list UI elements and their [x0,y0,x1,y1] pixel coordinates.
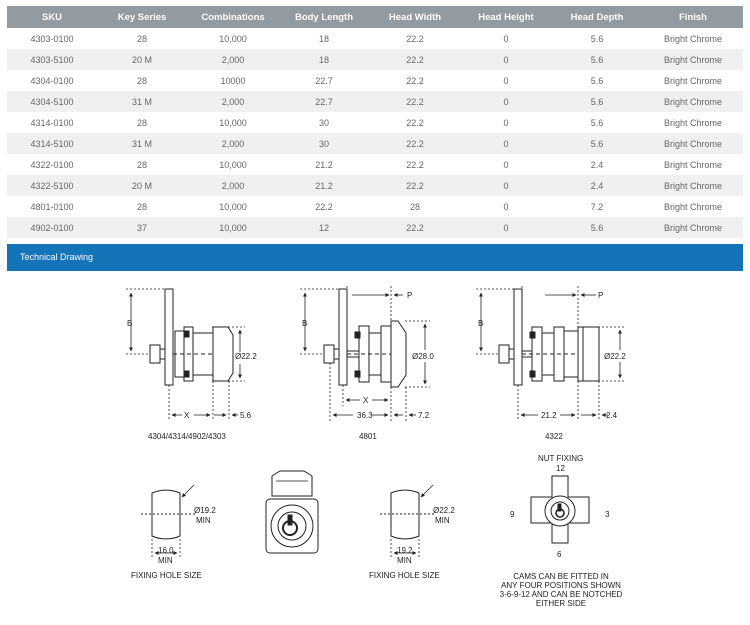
nut-fixing-diagram [531,476,589,543]
cell-finish: Bright Chrome [643,175,743,196]
cell-finish: Bright Chrome [643,91,743,112]
screw-shank [160,349,165,359]
hole-1-flat-min-label: MIN [158,556,173,565]
col-combinations-header: Combinations [187,6,279,28]
table-row [7,49,743,70]
cell-body-length: 22.7 [279,70,369,91]
cell-head-height: 0 [461,49,551,70]
cell-combinations: 2,000 [187,175,279,196]
col-head-height-header: Head Height [461,6,551,28]
table-row [7,112,743,133]
cell-body-length: 22.2 [279,196,369,217]
cam-plate [339,289,347,385]
nut-note-line-4: EITHER SIDE [535,599,587,608]
cell-head-height: 0 [461,91,551,112]
table-row [7,196,743,217]
cell-head-depth: 5.6 [551,70,643,91]
lock-2-b-label: B [302,319,308,328]
cell-combinations: 10,000 [187,217,279,238]
cam-plate [165,289,173,385]
lock-3-b-label: B [478,319,484,328]
col-head-width-header: Head Width [369,6,461,28]
nut-fixing-title: NUT FIXING [538,454,584,463]
cell-body-length: 18 [279,49,369,70]
cell-finish: Bright Chrome [643,70,743,91]
cell-head-depth: 7.2 [551,196,643,217]
lock-1-b-label: B [127,319,133,328]
cell-key-series: 28 [97,112,187,133]
cell-head-width: 22.2 [369,154,461,175]
cell-head-depth: 5.6 [551,91,643,112]
lock-top [272,471,312,496]
table-body [7,28,743,238]
cell-finish: Bright Chrome [643,28,743,49]
cell-finish: Bright Chrome [643,49,743,70]
lock-2-diameter-label: Ø28.0 [412,352,434,361]
cell-head-height: 0 [461,196,551,217]
cell-sku: 4902-0100 [7,217,97,238]
cell-sku: 4304-5100 [7,91,97,112]
cell-key-series: 31 M [97,91,187,112]
key-slot [558,504,561,511]
cell-head-width: 22.2 [369,70,461,91]
thread-mark [355,371,360,377]
nut-position-9: 9 [510,510,515,519]
table-row [7,175,743,196]
thread-mark [185,331,189,337]
thread-mark [530,371,535,377]
nut-note-line-3: 3-6-9-12 AND CAN BE NOTCHED [499,590,623,599]
cell-head-height: 0 [461,28,551,49]
lock-3-head-depth-label: 2.4 [606,411,618,420]
lock-head [578,327,583,381]
col-key-series-header: Key Series [97,6,187,28]
cell-head-width: 22.2 [369,217,461,238]
cell-head-depth: 5.6 [551,133,643,154]
lock-3-caption: 4322 [545,432,563,441]
lock-1-caption: 4304/4314/4902/4303 [148,432,226,441]
cell-combinations: 10000 [187,70,279,91]
cell-key-series: 28 [97,154,187,175]
lock-3-diameter-label: Ø22.2 [604,352,626,361]
nut-note-line-2: ANY FOUR POSITIONS SHOWN [501,581,621,590]
table-row [7,154,743,175]
cell-finish: Bright Chrome [643,112,743,133]
table-header-row [7,6,743,28]
cell-sku: 4304-0100 [7,70,97,91]
cell-sku: 4322-0100 [7,154,97,175]
cell-key-series: 20 M [97,49,187,70]
cell-head-height: 0 [461,175,551,196]
screw-shank [334,349,339,359]
cell-sku: 4322-5100 [7,175,97,196]
lock-diagram-4801 [324,289,406,387]
cell-head-width: 22.2 [369,112,461,133]
hole-2-caption: FIXING HOLE SIZE [369,571,440,580]
nut-position-12: 12 [556,464,565,473]
cell-combinations: 2,000 [187,133,279,154]
col-body-length-header: Body Length [279,6,369,28]
cell-head-width: 28 [369,196,461,217]
lock-1-x-label: X [184,411,190,420]
hole-2-dia-label: Ø22.2 [433,506,455,515]
cell-head-height: 0 [461,217,551,238]
cell-sku: 4314-5100 [7,133,97,154]
cell-body-length: 22.7 [279,91,369,112]
cell-key-series: 31 M [97,133,187,154]
screw-head [499,345,509,363]
cell-head-width: 22.2 [369,133,461,154]
specs-table [7,6,743,238]
cell-head-height: 0 [461,112,551,133]
cell-body-length: 18 [279,28,369,49]
cell-body-length: 21.2 [279,154,369,175]
cell-body-length: 12 [279,217,369,238]
cell-combinations: 10,000 [187,112,279,133]
cell-combinations: 2,000 [187,49,279,70]
cell-key-series: 28 [97,28,187,49]
cell-body-length: 30 [279,133,369,154]
cell-head-width: 22.2 [369,28,461,49]
lock-3-p-label: P [598,291,604,300]
lock-3-body-label: 21.2 [541,411,557,420]
nut-note-line-1: CAMS CAN BE FITTED IN [513,572,609,581]
hole-1-caption: FIXING HOLE SIZE [131,571,202,580]
lock-head [391,321,406,387]
cell-key-series: 20 M [97,175,187,196]
cell-head-height: 0 [461,70,551,91]
screw-head [150,345,160,363]
cell-key-series: 28 [97,70,187,91]
cell-head-depth: 2.4 [551,175,643,196]
table-row [7,133,743,154]
cell-head-height: 0 [461,133,551,154]
lock-1-head-depth-label: 5.6 [240,411,252,420]
cell-key-series: 28 [97,196,187,217]
cell-body-length: 21.2 [279,175,369,196]
hole-2-flat-label: 19.2 [397,546,413,555]
lock-2-x-label: X [363,396,369,405]
lock-face [583,327,599,381]
technical-drawing-section-header [7,244,743,271]
cell-head-depth: 5.6 [551,28,643,49]
hole-2-dia-min-label: MIN [435,516,450,525]
hole-1-dia-label: Ø19.2 [194,506,216,515]
lock-diagram-4304 [150,289,233,385]
cell-sku: 4314-0100 [7,112,97,133]
lock-2-caption: 4801 [359,432,377,441]
cell-head-depth: 2.4 [551,154,643,175]
cell-combinations: 10,000 [187,154,279,175]
technical-drawing [0,271,750,625]
lock-2-p-label: P [407,291,413,300]
cell-combinations: 2,000 [187,91,279,112]
cell-combinations: 10,000 [187,28,279,49]
cell-head-width: 22.2 [369,175,461,196]
hole-1-flat-label: 16.0 [158,546,174,555]
cell-head-height: 0 [461,154,551,175]
cell-finish: Bright Chrome [643,154,743,175]
table-row [7,217,743,238]
key-slot [288,515,292,525]
lock-head [213,327,233,381]
table-row [7,70,743,91]
cell-sku: 4303-0100 [7,28,97,49]
thread-mark [185,371,189,377]
screw-head [324,345,334,363]
hole-1-dia-min-label: MIN [196,516,211,525]
cell-head-depth: 5.6 [551,49,643,70]
col-head-depth-header: Head Depth [551,6,643,28]
cell-head-depth: 5.6 [551,112,643,133]
table-row [7,91,743,112]
cell-head-depth: 5.6 [551,217,643,238]
col-sku-header: SKU [7,6,97,28]
thread-mark [355,332,360,338]
cell-finish: Bright Chrome [643,133,743,154]
cell-sku: 4801-0100 [7,196,97,217]
thread-mark [530,332,535,338]
cell-body-length: 30 [279,112,369,133]
cell-key-series: 37 [97,217,187,238]
table-row [7,28,743,49]
col-finish-header: Finish [643,6,743,28]
cell-combinations: 10,000 [187,196,279,217]
cell-head-width: 22.2 [369,91,461,112]
lock-1-diameter-label: Ø22.2 [235,352,257,361]
nut-position-3: 3 [605,510,610,519]
screw-shank [509,349,514,359]
lock-2-body-label: 36.3 [357,411,373,420]
cell-head-width: 22.2 [369,49,461,70]
cam-plate [514,289,522,385]
hole-2-flat-min-label: MIN [397,556,412,565]
cell-sku: 4303-5100 [7,49,97,70]
lock-2-head-depth-label: 7.2 [418,411,430,420]
cell-finish: Bright Chrome [643,217,743,238]
cell-finish: Bright Chrome [643,196,743,217]
nut-position-6: 6 [557,550,562,559]
lock-front-view [266,471,318,553]
section-title: Technical Drawing [20,252,94,262]
lock-diagram-4322 [499,289,599,385]
